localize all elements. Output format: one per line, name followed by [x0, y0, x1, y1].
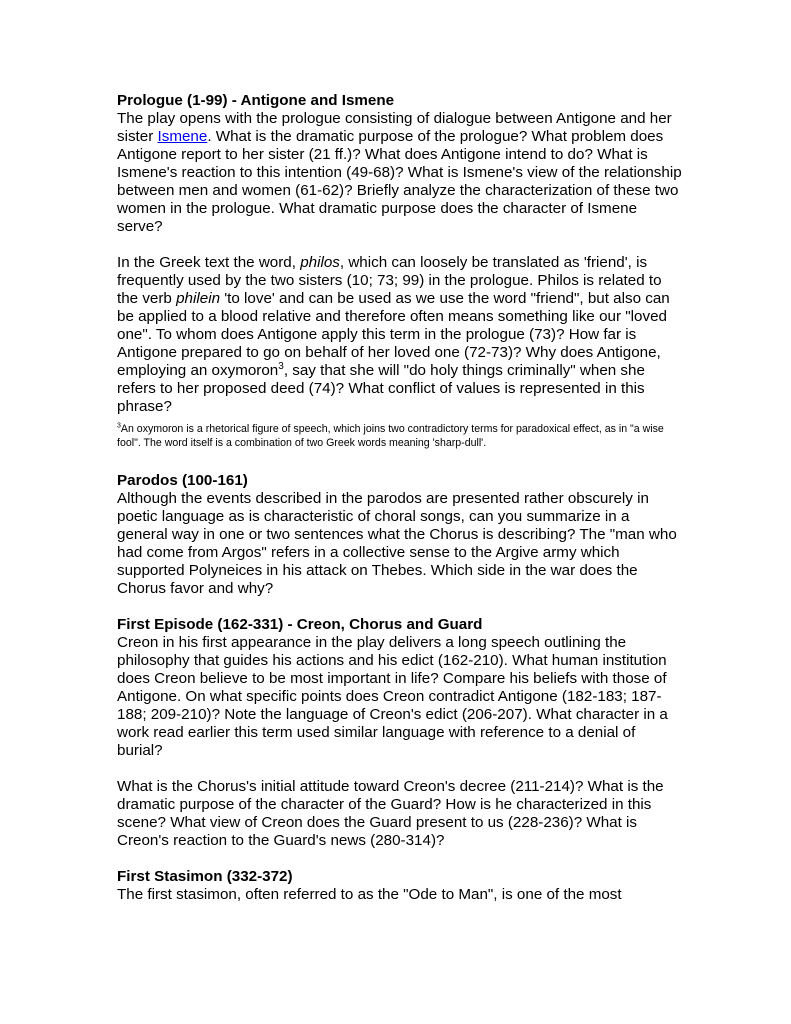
footnote-reference: 3	[278, 360, 284, 372]
section-parodos	[117, 472, 682, 598]
footnote	[117, 422, 682, 450]
philein-term: philein	[176, 290, 221, 307]
ismene-link[interactable]: Ismene	[157, 128, 208, 145]
prologue-paragraph-2	[117, 254, 682, 416]
section-heading: First Stasimon (332-372)	[117, 868, 293, 885]
first-episode-paragraph-2: What is the Chorus's initial attitude toward Creon's decree (211-214)? What is the dramatic purpose of the character of the Guard? How is he characterized in this scene? What view of Creon does the Guard present to us (228-236)? What is Creon's reaction to the Guard's news (280-314)?	[117, 778, 664, 849]
first-episode-paragraph-1: Creon in his first appearance in the play delivers a long speech outlining the philosophy that guides his actions and his edict (162-210). What human institution does Creon believe to be most important in life? Compare his beliefs with those of Antigone. On what specific points does Creon contradict Antigone (182-183; 187-188; 209-210)? Note the language of Creon's edict (206-207). What character in a work read earlier this term used similar language with reference to a denial of burial?	[117, 634, 668, 759]
footnote-text: An oxymoron is a rhetorical figure of speech, which joins two contradictory terms for paradoxical effect, as in "a wise fool". The word itself is a combination of two Greek words meaning 'sharp-dull'.	[117, 423, 664, 449]
prologue-paragraph-1	[117, 110, 682, 236]
text-run: 'to love' and can be used as we use the word "friend", but also can be applied to a blood relative and therefore often means something like our "loved one". To whom does Antigone apply this term in the prologue (73)? How far is Antigone prepared to go on behalf of her loved one (72-73)? Why does Antigone, employing an oxymoron	[117, 290, 670, 379]
section-heading: Prologue (1-99) - Antigone and Ismene	[117, 92, 395, 109]
text-run: , say that she will "do holy things criminally" when she refers to her proposed deed (74)? What conflict of values is represented in this phrase?	[117, 362, 645, 415]
philos-term: philos	[300, 254, 340, 271]
parodos-paragraph-1: Although the events described in the parodos are presented rather obscurely in poetic language as is characteristic of choral songs, can you summarize in a general way in one or two sentences what the Chorus is describing? The "man who had come from Argos" refers in a collective sense to the Argive army which supported Polyneices in his attack on Thebes. Which side in the war does the Chorus favor and why?	[117, 490, 677, 597]
text-run: In the Greek text the word,	[117, 254, 301, 271]
section-first-episode	[117, 616, 682, 850]
first-stasimon-paragraph-1: The first stasimon, often referred to as the "Ode to Man", is one of the most	[117, 886, 622, 903]
footnote-number: 3	[117, 422, 121, 430]
text-run: , which can loosely be translated as 'friend', is frequently used by the two sisters (10; 73; 99) in the prologue. Philos is related to the verb	[117, 254, 662, 307]
text-run: . What is the dramatic purpose of the prologue? What problem does Antigone report to her sister (21 ff.)? What does Antigone intend to do? What is Ismene's reaction to this intention (49-68)? What is Ismene's view of the relationship between men and women (61-62)? Briefly analyze the characterization of these two women in the prologue. What dramatic purpose does the character of Ismene serve?	[117, 128, 682, 235]
section-first-stasimon	[117, 868, 682, 904]
section-heading: First Episode (162-331) - Creon, Chorus and Guard	[117, 616, 483, 633]
document-page	[117, 92, 682, 904]
text-run: The play opens with the prologue consisting of dialogue between Antigone and her sister	[117, 110, 672, 145]
section-prologue	[117, 92, 682, 450]
section-heading: Parodos (100-161)	[117, 472, 248, 489]
